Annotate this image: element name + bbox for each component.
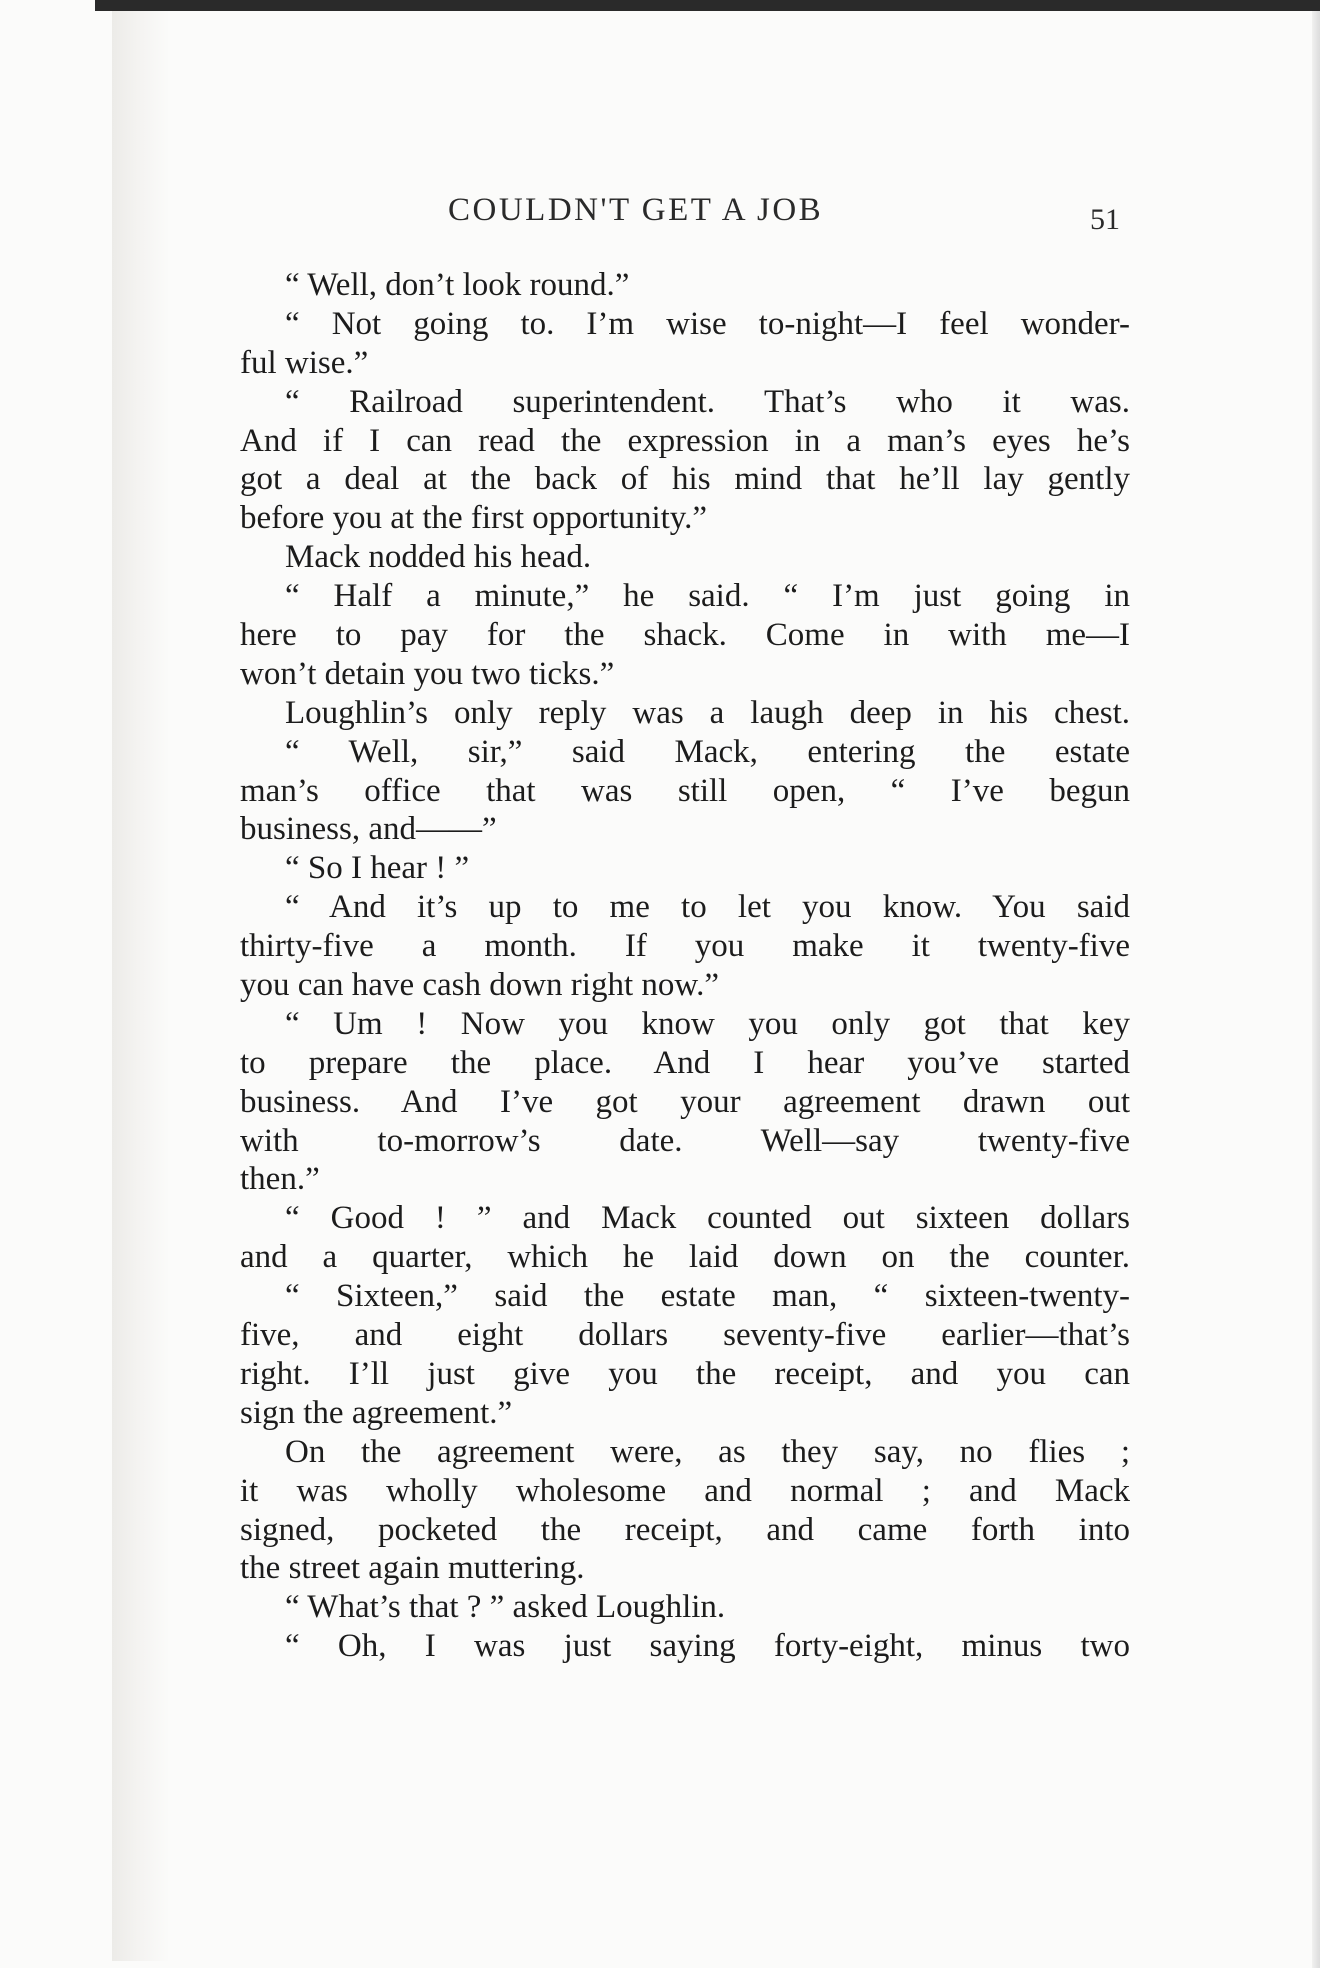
text-line: Loughlin’s only reply was a laugh deep in his chest.: [285, 694, 1130, 731]
text-line: “ Well, don’t look round.”: [285, 267, 630, 303]
text-line: here to pay for the shack. Come in with me—I: [240, 617, 1130, 654]
text-line: business. And I’ve got your agreement drawn out: [240, 1083, 1130, 1120]
text-line: “ Half a minute,” he said. “ I’m just going in: [285, 578, 1130, 615]
text-line: sign the agreement.”: [240, 1394, 513, 1431]
text-line: On the agreement were, as they say, no flies ;: [285, 1433, 1130, 1470]
page-top-edge: [95, 0, 1320, 11]
text-line: with to-morrow’s date. Well—say twenty-five: [240, 1122, 1130, 1159]
text-line: “ Good ! ” and Mack counted out sixteen dollars: [285, 1200, 1130, 1237]
text-line: signed, pocketed the receipt, and came forth into: [240, 1511, 1130, 1548]
text-line: five, and eight dollars seventy-five earlier—that’s: [240, 1317, 1130, 1354]
page-number: 51: [1090, 203, 1120, 236]
text-line: “ Oh, I was just saying forty-eight, minus two: [285, 1628, 1130, 1665]
text-line: “ Railroad superintendent. That’s who it was.: [285, 383, 1130, 420]
text-line: then.”: [240, 1161, 320, 1198]
text-line: it was wholly wholesome and normal ; and Mack: [240, 1472, 1130, 1509]
text-line: “ Sixteen,” said the estate man, “ sixteen-twenty-: [285, 1278, 1130, 1315]
text-line: the street again muttering.: [240, 1550, 585, 1587]
text-line: “ So I hear ! ”: [285, 850, 470, 887]
text-line: ful wise.”: [240, 344, 369, 381]
text-line: won’t detain you two ticks.”: [240, 655, 615, 692]
text-line: Mack nodded his head.: [285, 539, 592, 576]
text-line: “ Not going to. I’m wise to-night—I feel wonder-: [285, 305, 1130, 342]
text-line: “ And it’s up to me to let you know. You said: [285, 889, 1130, 926]
text-line: thirty-five a month. If you make it twenty-five: [240, 928, 1130, 965]
text-line: “ Well, sir,” said Mack, entering the estate: [285, 733, 1130, 770]
text-line: “ Um ! Now you know you only got that key: [285, 1005, 1130, 1042]
text-line: got a deal at the back of his mind that he’ll lay gently: [240, 461, 1130, 498]
body-text: [240, 266, 1130, 1786]
text-line: business, and——”: [240, 811, 497, 848]
text-line: you can have cash down right now.”: [240, 967, 719, 1004]
text-line: before you at the first opportunity.”: [240, 500, 708, 537]
text-line: to prepare the place. And I hear you’ve started: [240, 1044, 1130, 1081]
running-head: COULDN'T GET A JOB: [448, 192, 824, 228]
page-right-edge: [1312, 11, 1320, 1968]
text-line: man’s office that was still open, “ I’ve begun: [240, 772, 1130, 809]
text-line: “ What’s that ? ” asked Loughlin.: [285, 1589, 726, 1626]
text-line: right. I’ll just give you the receipt, and you can: [240, 1355, 1130, 1392]
gutter-shadow: [112, 11, 170, 1961]
text-line: And if I can read the expression in a man’s eyes he’s: [240, 422, 1130, 459]
text-line: and a quarter, which he laid down on the counter.: [240, 1239, 1130, 1276]
